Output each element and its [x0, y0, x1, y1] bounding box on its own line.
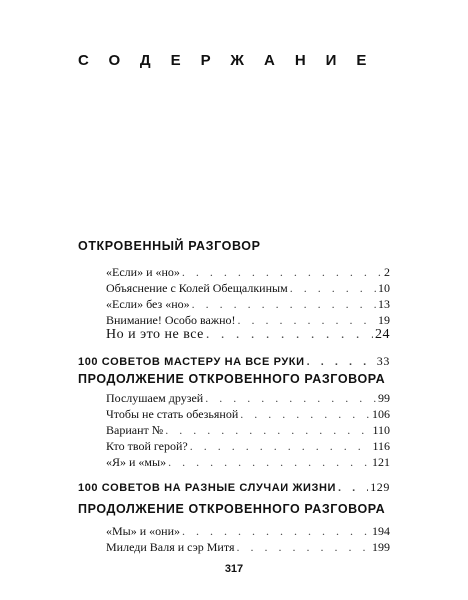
dot-leader — [238, 313, 377, 328]
dot-leader — [168, 455, 370, 470]
toc-entry-page: 24 — [375, 327, 390, 342]
toc-entry[interactable] — [106, 265, 390, 280]
toc-entry-page: 116 — [372, 439, 390, 453]
toc-entry-page: 33 — [376, 354, 390, 368]
section-heading: ПРОДОЛЖЕНИЕ ОТКРОВЕННОГО РАЗГОВОРА — [78, 502, 386, 516]
toc-entry-title: Кто твой герой? — [106, 439, 188, 453]
toc-entry[interactable] — [106, 297, 390, 312]
toc-entry-title: «Если» без «но» — [106, 297, 190, 311]
dot-leader — [182, 265, 382, 280]
toc-entry[interactable] — [106, 313, 390, 328]
toc-entry-title: Но и это не все — [106, 327, 204, 342]
dot-leader — [206, 327, 373, 343]
toc-entry-page: 106 — [372, 407, 390, 421]
toc-section-entry[interactable] — [78, 354, 390, 369]
dot-leader — [182, 524, 370, 539]
toc-entry-title: Вариант № — [106, 423, 164, 437]
toc-entry-page: 99 — [378, 391, 390, 405]
section-heading: 100 СОВЕТОВ МАСТЕРУ НА ВСЕ РУКИ — [78, 356, 305, 368]
dot-leader — [192, 297, 376, 312]
dot-leader — [290, 281, 376, 296]
toc-entry[interactable] — [106, 540, 390, 555]
dot-leader — [165, 423, 370, 438]
dot-leader — [190, 439, 371, 454]
toc-entry[interactable] — [106, 455, 390, 470]
section-heading: ПРОДОЛЖЕНИЕ ОТКРОВЕННОГО РАЗГОВОРА — [78, 372, 386, 386]
toc-entry-title: Чтобы не стать обезьяной — [106, 407, 239, 421]
page-number: 317 — [224, 563, 244, 575]
toc-entry[interactable] — [106, 439, 390, 454]
section-heading: 100 СОВЕТОВ НА РАЗНЫЕ СЛУЧАИ ЖИЗНИ — [78, 482, 337, 494]
toc-entry-page: 194 — [372, 524, 390, 538]
toc-entry[interactable] — [106, 327, 390, 343]
toc-entry-page: 13 — [378, 297, 390, 311]
toc-section-entry[interactable] — [78, 480, 390, 495]
page-title: СОДЕРЖАНИЕ — [78, 52, 387, 69]
toc-entry[interactable] — [106, 524, 390, 539]
toc-entry-page: 10 — [378, 281, 390, 295]
toc-entry-page: 19 — [378, 313, 390, 327]
toc-entry-title: Объяснение с Колей Обещалкиным — [106, 281, 288, 295]
toc-entry[interactable] — [106, 391, 390, 406]
toc-entry-title: Миледи Валя и сэр Митя — [106, 540, 235, 554]
toc-entry-page: 129 — [370, 480, 390, 494]
toc-entry-title: Внимание! Особо важно! — [106, 313, 236, 327]
toc-entry-title: «Если» и «но» — [106, 265, 180, 279]
toc-entry-title: Послушаем друзей — [106, 391, 204, 405]
toc-entry[interactable] — [106, 407, 390, 422]
dot-leader — [338, 482, 368, 494]
toc-entry-page: 110 — [372, 423, 390, 437]
toc-entry[interactable] — [106, 281, 390, 296]
toc-entry-page: 2 — [384, 265, 390, 279]
toc-entry-page: 199 — [372, 540, 390, 554]
section-heading: ОТКРОВЕННЫЙ РАЗГОВОР — [78, 239, 261, 253]
toc-entry[interactable] — [106, 423, 390, 438]
dot-leader — [307, 356, 375, 368]
toc-entry-page: 121 — [372, 455, 390, 469]
toc-entry-title: «Я» и «мы» — [106, 455, 167, 469]
dot-leader — [240, 407, 370, 422]
dot-leader — [236, 540, 370, 555]
dot-leader — [205, 391, 376, 406]
toc-entry-title: «Мы» и «они» — [106, 524, 180, 538]
